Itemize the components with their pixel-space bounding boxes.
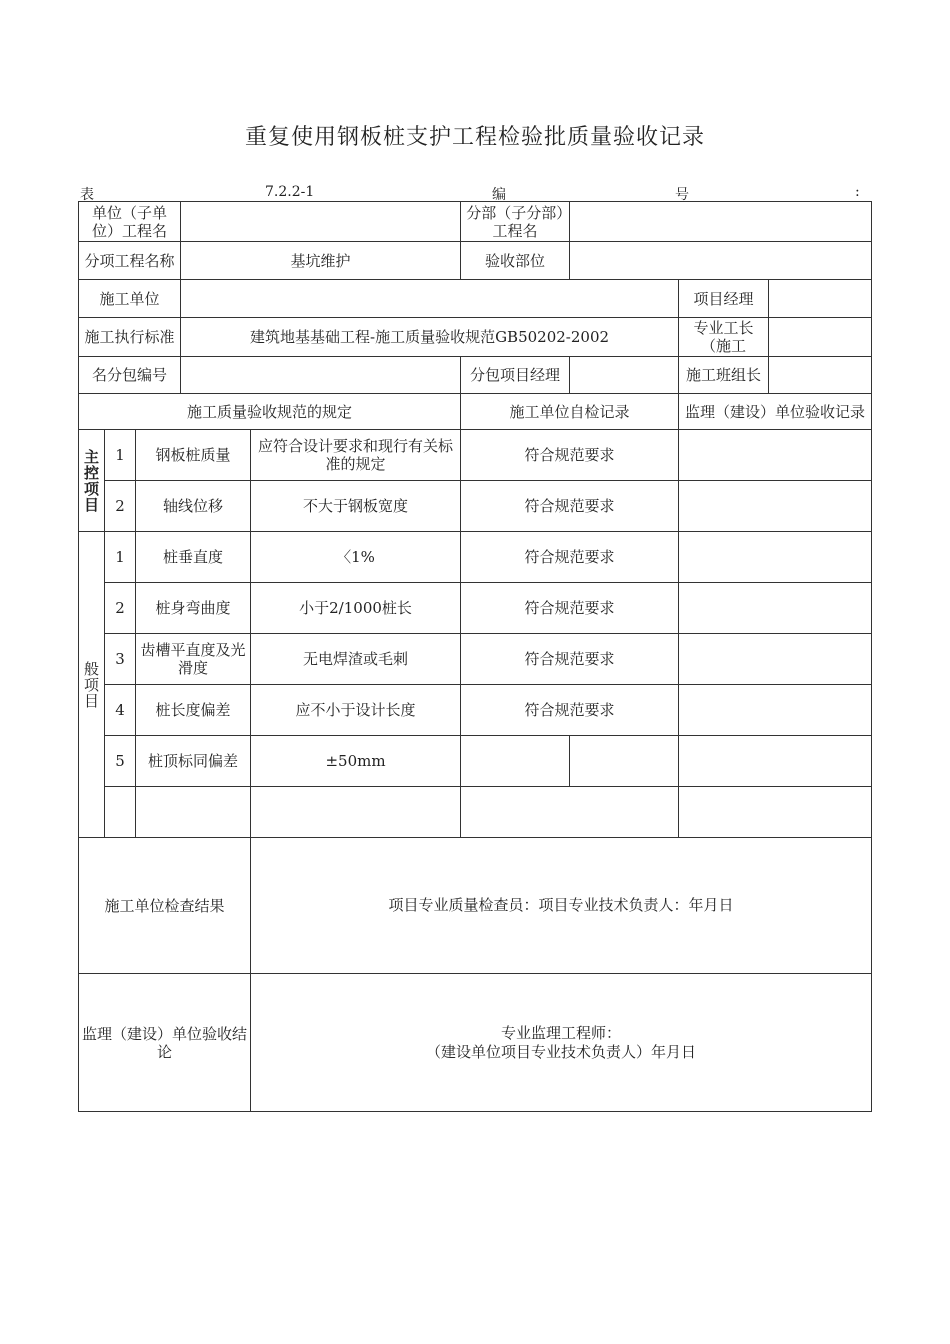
inspection-form-table: [78, 201, 872, 1112]
supervision-record[interactable]: [679, 787, 872, 838]
info-row-subcontract: [79, 357, 872, 394]
supervision-record[interactable]: [679, 430, 872, 481]
foreman-value[interactable]: [769, 318, 872, 357]
construction-unit-value[interactable]: [181, 280, 679, 318]
acceptance-part-value[interactable]: [570, 242, 872, 280]
item-requirement: 不大于钢板宽度: [251, 481, 461, 532]
item-number: [105, 787, 136, 838]
check-result-signature: 项目专业质量检查员：项目专业技术负责人：年月日: [388, 896, 734, 914]
spec-column-header: 施工质量验收规范的规定: [79, 394, 461, 430]
self-check-record[interactable]: 符合规范要求: [461, 634, 679, 685]
division-name-value[interactable]: [570, 202, 872, 242]
item-requirement: 应符合设计要求和现行有关标准的规定: [251, 430, 461, 481]
item-name: [136, 787, 251, 838]
conclusion-row: [79, 974, 872, 1112]
self-check-record[interactable]: 符合规范要求: [461, 685, 679, 736]
table-row: [79, 736, 872, 787]
item-name: 钢板桩质量: [136, 430, 251, 481]
item-number: 1: [105, 532, 136, 583]
item-requirement: ±50mm: [251, 736, 461, 787]
standard-label: 施工执行标准: [79, 318, 181, 357]
subitem-name-label: 分项工程名称: [79, 242, 181, 280]
item-name: 桩身弯曲度: [136, 583, 251, 634]
conclusion-signature-owner: （建设单位项目专业技术负责人）年月日: [426, 1042, 697, 1061]
unit-name-value[interactable]: [181, 202, 461, 242]
supervision-column-header: 监理（建设）单位验收记录: [679, 394, 872, 430]
table-row-blank: [79, 787, 872, 838]
item-requirement: 应不小于设计长度: [251, 685, 461, 736]
self-check-record[interactable]: 符合规范要求: [461, 481, 679, 532]
item-requirement: [251, 787, 461, 838]
conclusion-label: 监理（建设）单位验收结论: [79, 974, 251, 1112]
check-result-row: [79, 838, 872, 974]
subcontract-label: 名分包编号: [79, 357, 181, 394]
construction-unit-label: 施工单位: [79, 280, 181, 318]
self-check-record[interactable]: [461, 787, 679, 838]
info-row-unit: [79, 202, 872, 242]
conclusion-area[interactable]: [251, 974, 872, 1112]
serial-label-bian: 编: [492, 187, 506, 203]
item-requirement: 〈1%: [251, 532, 461, 583]
team-leader-label: 施工班组长: [679, 357, 769, 394]
info-row-standard: [79, 318, 872, 357]
supervision-record[interactable]: [679, 634, 872, 685]
foreman-label: 专业工长（施工: [679, 318, 769, 357]
serial-label-hao: 号: [675, 187, 689, 203]
item-number: 1: [105, 430, 136, 481]
supervision-record[interactable]: [679, 481, 872, 532]
table-row: [79, 685, 872, 736]
item-number: 3: [105, 634, 136, 685]
supervision-record[interactable]: [679, 583, 872, 634]
item-number: 2: [105, 583, 136, 634]
self-check-record[interactable]: 符合规范要求: [461, 583, 679, 634]
table-label: 表: [80, 187, 94, 203]
item-name: 桩顶标同偏差: [136, 736, 251, 787]
column-header-row: [79, 394, 872, 430]
item-number: 5: [105, 736, 136, 787]
unit-name-label: 单位（子单位）工程名: [79, 202, 181, 242]
check-result-area[interactable]: [251, 838, 872, 974]
standard-value[interactable]: 建筑地基基础工程-施工质量验收规范GB50202-2002: [181, 318, 679, 357]
subitem-name-value[interactable]: 基坑维护: [181, 242, 461, 280]
table-row: [79, 430, 872, 481]
item-requirement: 小于2/1000桩长: [251, 583, 461, 634]
item-number: 2: [105, 481, 136, 532]
item-name: 桩垂直度: [136, 532, 251, 583]
team-leader-value[interactable]: [769, 357, 872, 394]
form-title: 重复使用钢板桩支护工程检验批质量验收记录: [244, 125, 705, 150]
project-manager-label: 项目经理: [679, 280, 769, 318]
conclusion-signature-engineer: 专业监理工程师：: [501, 1023, 622, 1042]
item-number: 4: [105, 685, 136, 736]
check-result-label: 施工单位检查结果: [79, 838, 251, 974]
self-check-record-extra[interactable]: [570, 736, 679, 787]
acceptance-part-label: 验收部位: [461, 242, 570, 280]
item-name: 桩长度偏差: [136, 685, 251, 736]
serial-colon: :: [855, 184, 860, 200]
table-row: [79, 583, 872, 634]
self-check-record[interactable]: 符合规范要求: [461, 532, 679, 583]
subcontract-manager-value[interactable]: [570, 357, 679, 394]
project-manager-value[interactable]: [769, 280, 872, 318]
subcontract-value[interactable]: [181, 357, 461, 394]
main-items-label: 主 控 项 目: [79, 430, 105, 532]
table-number: 7.2.2-1: [265, 184, 315, 200]
item-requirement: 无电焊渣或毛刺: [251, 634, 461, 685]
supervision-record[interactable]: [679, 736, 872, 787]
supervision-record[interactable]: [679, 532, 872, 583]
info-row-construction-unit: [79, 280, 872, 318]
table-row: [79, 481, 872, 532]
subcontract-manager-label: 分包项目经理: [461, 357, 570, 394]
table-row: [79, 532, 872, 583]
item-name: 齿槽平直度及光滑度: [136, 634, 251, 685]
self-check-column-header: 施工单位自检记录: [461, 394, 679, 430]
self-check-record[interactable]: [461, 736, 570, 787]
supervision-record[interactable]: [679, 685, 872, 736]
item-name: 轴线位移: [136, 481, 251, 532]
division-name-label: 分部（子分部）工程名: [461, 202, 570, 242]
table-row: [79, 634, 872, 685]
self-check-record[interactable]: 符合规范要求: [461, 430, 679, 481]
general-items-label: 般 项 目: [79, 532, 105, 838]
info-row-subitem: [79, 242, 872, 280]
